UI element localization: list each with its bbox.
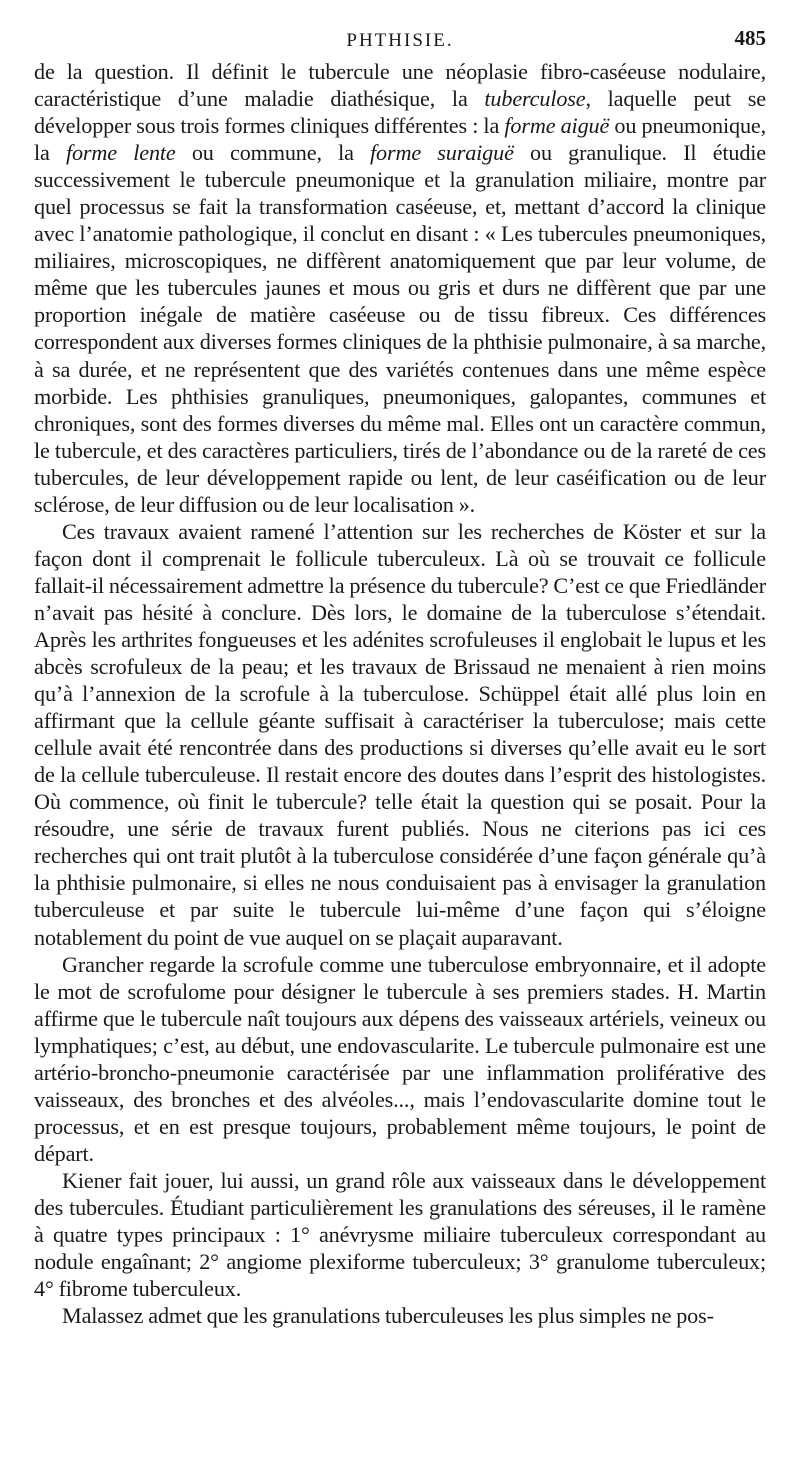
italic-term: forme suraiguë [370, 140, 514, 166]
page-number: 485 [734, 26, 766, 50]
text-run: ou pneumonique, la [34, 113, 767, 166]
paragraph [34, 518, 766, 951]
text-run: Kiener fait jouer, lui aussi, un grand rôle aux vaisseaux dans le développement des tubercules. Étudiant particulièrement les granulations des séreuses, il le ramène à quatre types principaux : 1° anévrysme miliaire tuberculeux correspondant au nodule engaînant; 2° angiome plexiforme tuberculeux; 3° granulome tuberculeux; 4° fibrome tuberculeux. [34, 1167, 766, 1302]
running-title: PHTHISIE. [346, 30, 454, 51]
text-run: Malassez admet que les granulations tuberculeuses les plus simples ne pos- [62, 1303, 714, 1329]
paragraph [34, 951, 766, 1167]
body-text [34, 58, 766, 1329]
book-page [34, 22, 766, 1329]
text-run: Ces travaux avaient ramené l’attention sur les recherches de Köster et sur la façon dont il comprenait le follicule tuberculeux. Là où se trouvait ce follicule fallait-il nécessairement admettre la présence du tubercule? C’est ce que Friedländer n’avait pas hésité à conclure. Dès lors, le domaine de la tuberculose s’étendait. Après les arthrites fongueuses et les adénites scrofuleuses il englobait le lupus et les abcès scrofuleux de la peau; et les travaux de Brissaud ne menaient à rien moins qu’à l’annexion de la scrofule à la tuberculose. Schüppel était allé plus loin en affirmant que la cellule géante suffisait à caractériser la tuberculose; mais cette cellule avait été rencontrée dans des productions si diverses qu’elle avait eu le sort de la cellule tuberculeuse. Il restait encore des doutes dans l’esprit des histologistes. Où commence, où finit le tubercule? telle était la question qui se posait. Pour la résoudre, une série de travaux furent publiés. Nous ne citerions pas ici ces recherches qui ont trait plutôt à la tuberculose considérée d’une façon générale qu’à la phthisie pulmonaire, si elles ne nous conduisaient pas à envisager la granulation tuberculeuse et par suite le tubercule lui-même d’une façon qui s’éloigne notablement du point de vue auquel on se plaçait auparavant. [34, 518, 766, 950]
paragraph [34, 1167, 766, 1302]
running-head [34, 22, 766, 58]
italic-term: forme lente [65, 140, 176, 166]
italic-term: forme aiguë [504, 113, 610, 139]
italic-term: tuberculose [484, 86, 586, 112]
text-run: , laquelle peut se développer sous trois formes cliniques différentes : la [34, 86, 766, 139]
text-run: Grancher regarde la scrofule comme une tuberculose embryonnaire, et il adopte le mot de scrofulome pour désigner le tubercule à ses premiers stades. H. Martin affirme que le tubercule naît toujours aux dépens des vaisseaux artériels, veineux ou lymphatiques; c’est, au début, une endovascularite. Le tubercule pulmonaire est une artério-broncho-pneumonie caractérisée par une inflammation proliférative des vaisseaux, des bronches et des alvéoles..., mais l’endovascularite domine tout le processus, et en est presque toujours, probablement même toujours, le point de départ. [34, 951, 766, 1166]
paragraph [34, 58, 766, 518]
text-run: ou granulique. Il étudie successivement le tubercule pneumonique et la granulation miliaire, montre par quel processus se fait la transformation caséeuse, et, mettant d’accord la clinique avec l’anatomie pathologique, il conclut en disant : « Les tubercules pneumoniques, miliaires, microscopiques, ne diffèrent anatomiquement que par leur volume, de même que les tubercules jaunes et mous ou gris et durs ne diffèrent que par une proportion inégale de matière caséeuse ou de tissu fibreux. Ces différences correspondent aux diverses formes cliniques de la phthisie pulmonaire, à sa marche, à sa durée, et ne représentent que des variétés contenues dans une même espèce morbide. Les phthisies granuliques, pneumoniques, galopantes, communes et chroniques, sont des formes diverses du même mal. Elles ont un caractère commun, le tubercule, et des caractères particuliers, tirés de l’abondance ou de la rareté de ces tubercules, de leur développement rapide ou lent, de leur caséification ou de leur sclérose, de leur diffusion ou de leur localisation ». [34, 140, 767, 517]
text-run: de la question. Il définit le tubercule une néoplasie fibro-caséeuse nodulaire, caractéristique d’une maladie diathésique, la [34, 59, 766, 112]
text-run: ou commune, la [175, 140, 371, 166]
paragraph [34, 1302, 766, 1329]
